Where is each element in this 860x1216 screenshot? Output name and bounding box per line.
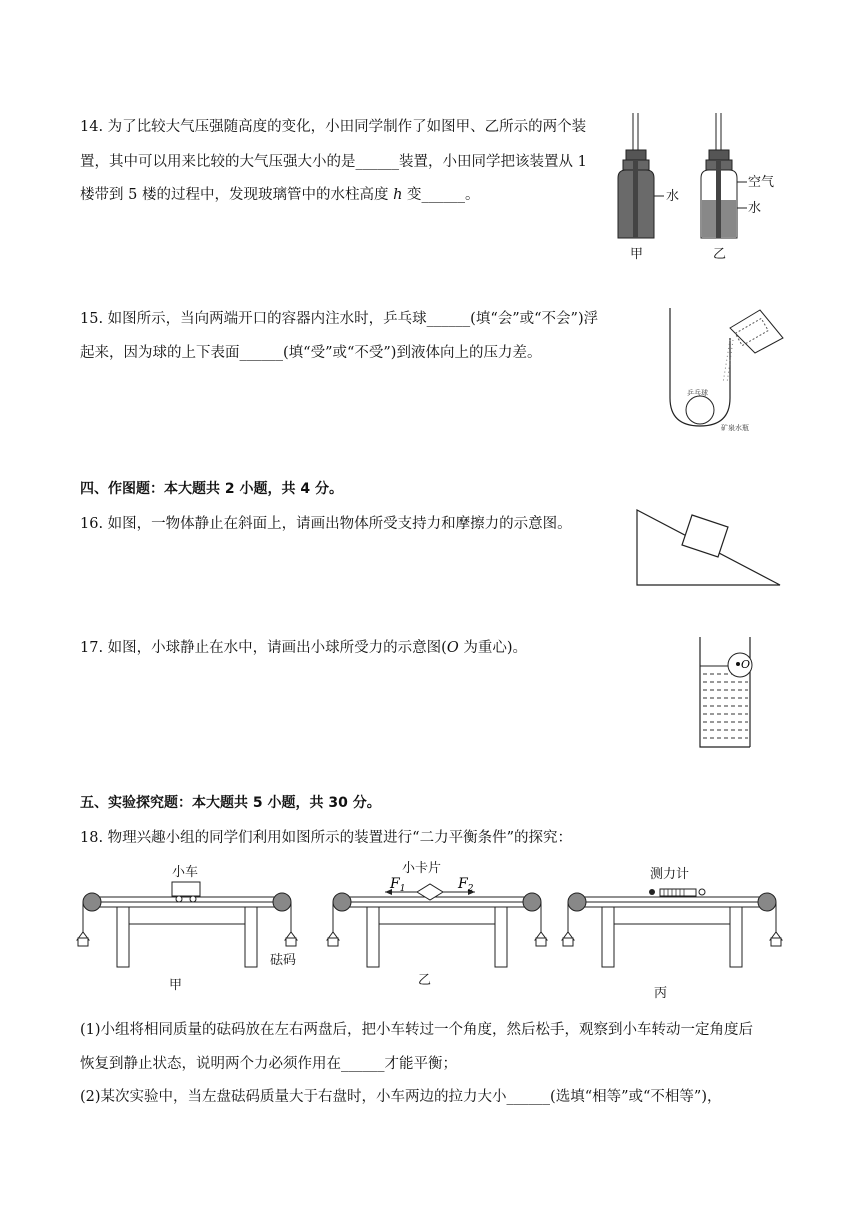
q18-label-bing: 丙 bbox=[654, 986, 668, 1001]
q18-label-f2: $F_2$ bbox=[458, 876, 474, 894]
q16-figure-incline bbox=[630, 505, 790, 590]
q18-label-weight: 砝码 bbox=[270, 953, 297, 968]
q14-label-air: 空气 bbox=[748, 175, 775, 190]
q18-figure bbox=[72, 852, 792, 1002]
q18-p1-line-1: (1)小组将相同质量的砝码放在左右两盘后，把小车转过一个角度，然后松手，观察到小车转动一定角度后 bbox=[80, 1022, 754, 1038]
q18-intro: 18. 物理兴趣小组的同学们利用如图所示的装置进行“二力平衡条件”的探究： bbox=[80, 830, 572, 846]
q14-label-water-b: 水 bbox=[748, 201, 762, 216]
table-c bbox=[562, 889, 782, 967]
bottle-b bbox=[701, 113, 747, 238]
q14-figure bbox=[608, 108, 788, 268]
q15-line-1: 15. 如图所示，当向两端开口的容器内注水时，乒乓球______(填“会”或“不会”)浮 bbox=[80, 311, 599, 327]
q18-label-yi: 乙 bbox=[418, 973, 432, 988]
q14-line-2: 置，其中可以用来比较的大气压强大小的是______装置，小田同学把该装置从 1 bbox=[80, 154, 587, 170]
q14-line-1: 14. 为了比较大气压强随高度的变化，小田同学制作了如图甲、乙所示的两个装 bbox=[80, 119, 587, 135]
q18-p2-line-1: (2)某次实验中，当左盘砝码质量大于右盘时，小车两边的拉力大小______(选填“相等”或“不相等”)， bbox=[80, 1089, 722, 1105]
q14-label-yi: 乙 bbox=[713, 247, 727, 262]
q17-figure-container bbox=[695, 632, 795, 752]
q14-line-3-post: 变______。 bbox=[402, 187, 480, 203]
q14-line-3-pre: 楼带到 5 楼的过程中，发现玻璃管中的水柱高度 bbox=[80, 187, 394, 203]
q18-label-f1: $F_1$ bbox=[390, 876, 406, 894]
q17-text bbox=[80, 636, 527, 657]
q18-p1-line-2: 恢复到静止状态，说明两个力必须作用在______才能平衡； bbox=[80, 1056, 457, 1072]
q14-label-water-a: 水 bbox=[666, 189, 680, 204]
q15-figure bbox=[655, 298, 785, 438]
q14-var-h: h bbox=[393, 187, 403, 203]
q17-post: 为重心)。 bbox=[458, 640, 527, 656]
q18-label-card: 小卡片 bbox=[402, 861, 442, 876]
q17-fig-label-o: O bbox=[741, 658, 751, 671]
bottle-a bbox=[618, 113, 664, 238]
q14-label-jia: 甲 bbox=[630, 247, 644, 262]
q14-line-3 bbox=[80, 183, 480, 204]
table-b bbox=[327, 884, 547, 967]
table-a bbox=[77, 882, 297, 967]
q18-label-jia: 甲 bbox=[169, 978, 183, 993]
q18-label-meter: 测力计 bbox=[650, 867, 690, 882]
q15-label-ball: 乒乓球 bbox=[687, 389, 708, 397]
section-5-heading: 五、实验探究题：本大题共 5 小题，共 30 分。 bbox=[80, 795, 381, 811]
q17-pre: 17. 如图，小球静止在水中，请画出小球所受力的示意图( bbox=[80, 640, 447, 656]
q17-var-o: O bbox=[446, 640, 459, 656]
section-4-heading: 四、作图题：本大题共 2 小题，共 4 分。 bbox=[80, 481, 343, 497]
q16-text: 16. 如图，一物体静止在斜面上，请画出物体所受支持力和摩擦力的示意图。 bbox=[80, 516, 572, 532]
q15-label-bottle: 矿泉水瓶 bbox=[721, 424, 749, 432]
q18-label-cart: 小车 bbox=[172, 865, 199, 880]
q15-line-2: 起来，因为球的上下表面______(填“受”或“不受”)到液体向上的压力差。 bbox=[80, 345, 542, 361]
